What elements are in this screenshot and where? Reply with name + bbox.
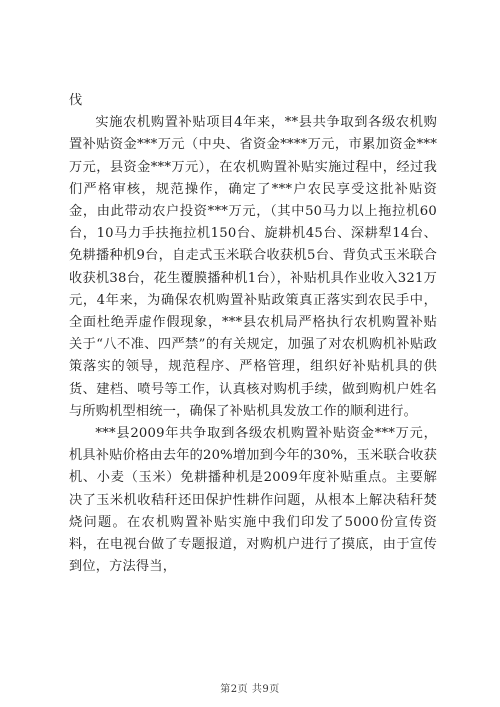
paragraph-subsidy-summary: 实施农机购置补贴项目4年来，**县共争取到各级农机购置补贴资金***万元（中央、省资金****万元，市累加资金***万元，县资金***万元），在农机购置补贴实施过程中，经过我们严格审核，规范操作，确定了***户农民享受这批补贴资金，由此带动农户投资***万元，（其中50马力以上拖拉机60台，10马力手扶拖拉机150台、旋耕机45台、深耕犁14台、免耕播种机9台，自走式玉米联合收获机5台、背负式玉米联合收获机38台，花生覆膜播种机1台），补贴机具作业收入321万元，4年来，为确保农机购置补贴政策真正落实到农民手中，全面杜绝弄虚作假现象，***县农机局严格执行农机购置补贴关于“八不准、四严禁”的有关规定，加强了对农机购机补贴政策落实的领导，规范程序、严格管理，组织好补贴机具的供货、建档、喷号等工作，认真核对购机手续，做到购机户姓名与所购机型相统一，确保了补贴机具发放工作的顺利进行。 xyxy=(69,115,437,419)
body-text xyxy=(69,90,437,578)
paragraph-fragment: 伐 xyxy=(69,93,83,108)
paragraph-2009-subsidy: ***县2009年共争取到各级农机购置补贴资金***万元，机具补贴价格由去年的20%增加到今年的30%，玉米联合收获机、小麦（玉米）免耕播种机是2009年度补贴重点。主要解决了玉米机收秸秆还田保护性耕作问题，从根本上解决秸秆焚烧问题。在农机购置补贴实施中我们印发了5000份宣传资料，在电视台做了专题报道，对购机户进行了摸底，由于宣传到位，方法得当， xyxy=(69,426,437,575)
page-number-footer: 第2页 共9页 xyxy=(220,684,280,695)
